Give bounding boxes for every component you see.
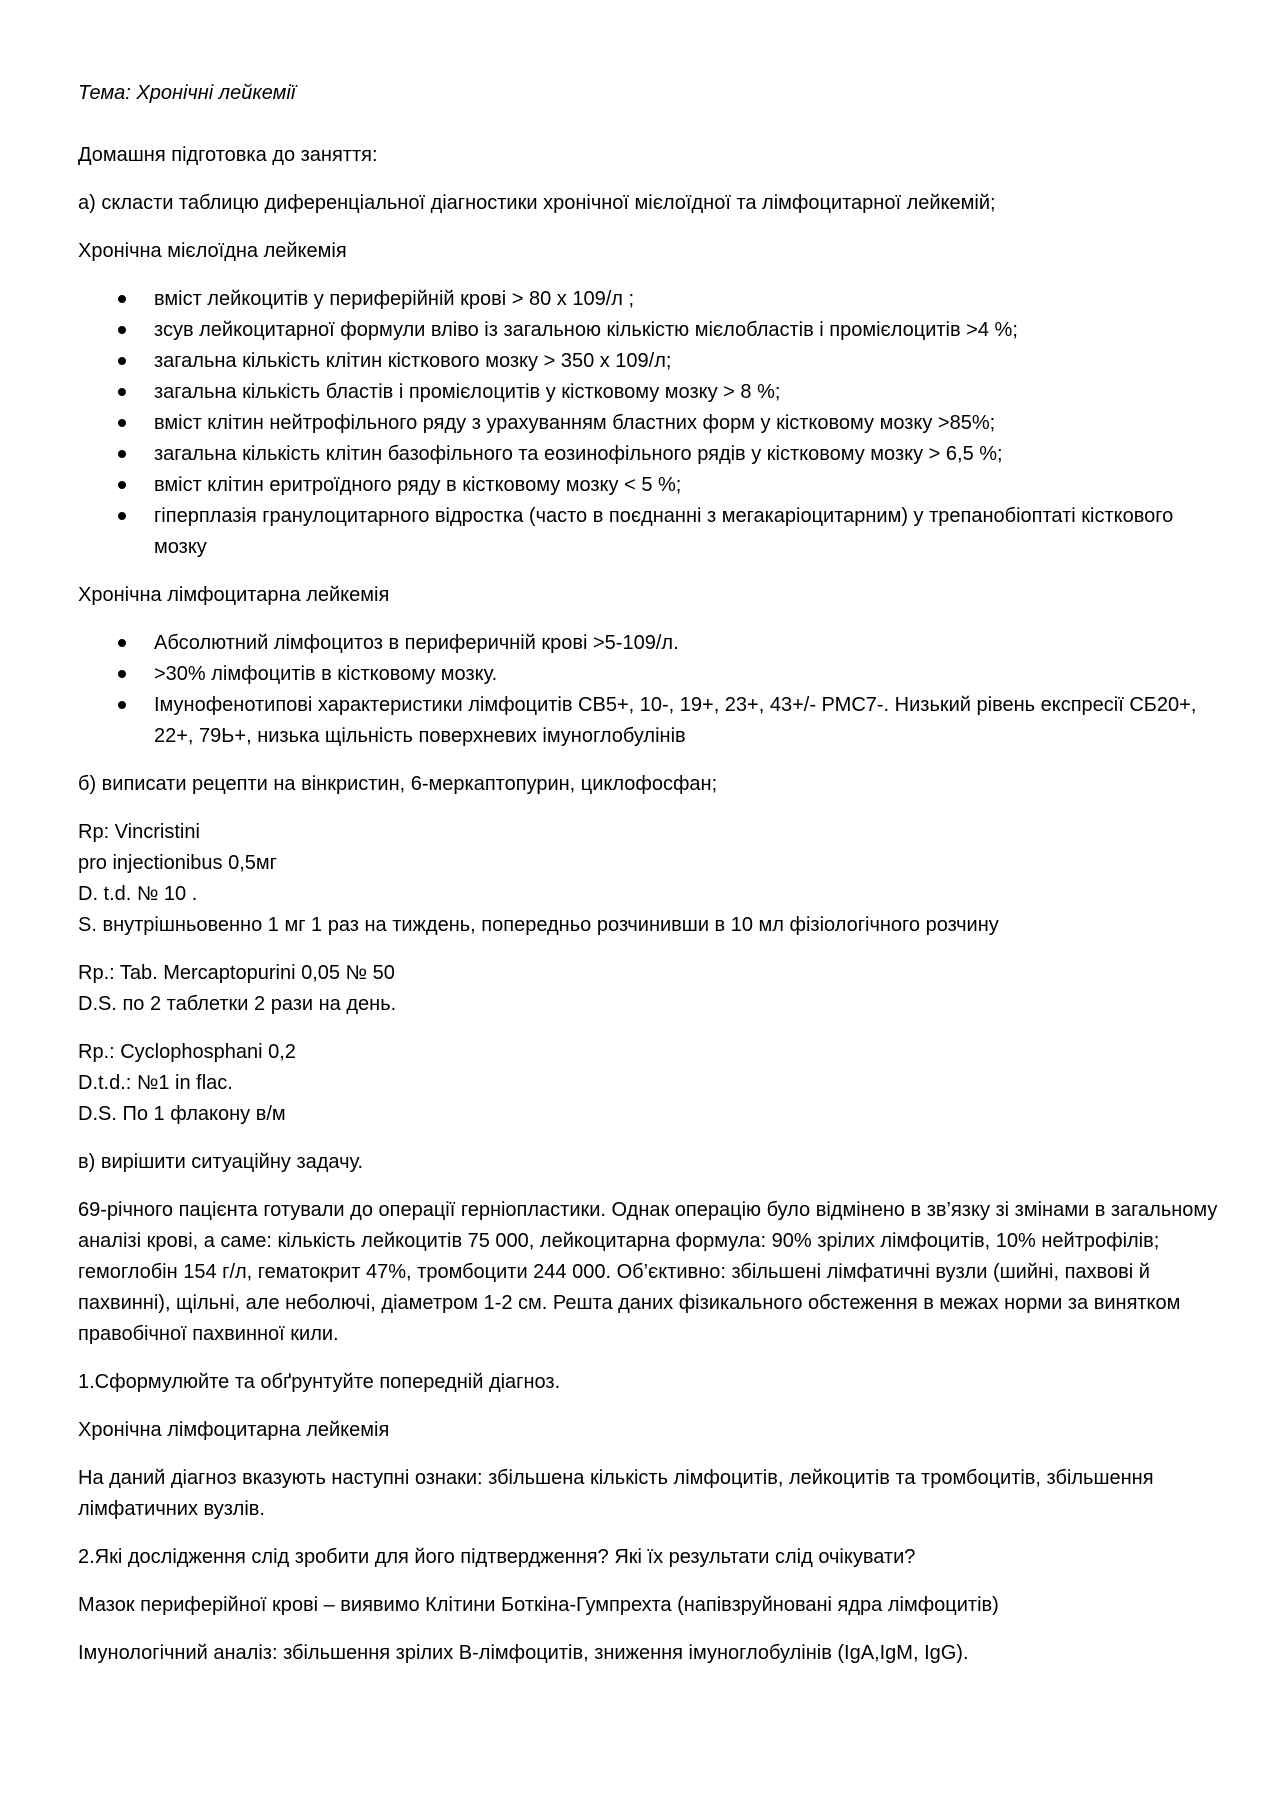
list-item: загальна кількість клітин кісткового мозку > 350 х 109/л; [154,346,1220,377]
cml-heading: Хронічна мієлоїдна лейкемія [78,240,347,262]
answer-1-diagnosis: Хронічна лімфоцитарна лейкемія [78,1419,390,1441]
clinical-case: 69-річного пацієнта готували до операції герніопластики. Однак операцію було відмінено в зв’язку зі змінами в загальному аналізі крові, а саме: кількість лейкоцитів 75 000, лейкоцитарна формула: 90% зрілих лімфоцитів, 10% нейтрофілів; гемоглобін 154 г/л, гематокрит 47%, тромбоцити 244 000. Об’єктивно: збільшені лімфатичні вузли (шийні, пахвові й пахвинні), щільні, але неболючі, діаметром 1-2 см. Решта даних фізикального обстеження в межах норми за винятком правобічної пахвинної кили. [78,1199,1218,1345]
answer-2-immunology: Імунологічний аналіз: збільшення зрілих В-лімфоцитів, зниження імуноглобулінів (IgA,IgM, IgG). [78,1642,969,1664]
rx-line: S. внутрішньовенно 1 мг 1 раз на тиждень, попередньо розчинивши в 10 мл фізіологічного розчину [78,914,999,936]
rx-line: Rp.: Tab. Mercaptopurini 0,05 № 50 [78,962,395,984]
list-item: гіперплазія гранулоцитарного відростка (часто в поєднанні з мегакаріоцитарним) у трепанобіоптаті кісткового мозку [154,501,1220,563]
answer-1-reasoning: На даний діагноз вказують наступні ознаки: збільшена кількість лімфоцитів, лейкоцитів та тромбоцитів, збільшення лімфатичних вузлів. [78,1467,1154,1520]
topic-title: Тема: Хронічні лейкемії [78,82,296,104]
question-2: 2.Які дослідження слід зробити для його підтвердження? Які їх результати слід очікувати? [78,1546,916,1568]
task-b: б) виписати рецепти на вінкристин, 6-меркаптопурин, циклофосфан; [78,773,718,795]
list-item: >30% лімфоцитів в кістковому мозку. [154,659,1220,690]
rx-line: Rp.: Cyclophosphani 0,2 [78,1041,296,1063]
list-item: Імунофенотипові характеристики лімфоцитів СВ5+, 10-, 19+, 23+, 43+/- РМС7-. Низький рівень експресії СБ20+, 22+, 79Ь+, низька щільність поверхневих імуноглобулінів [154,690,1220,752]
rx-line: pro injectionibus 0,5мг [78,852,277,874]
home-prep-heading: Домашня підготовка до заняття: [78,144,378,166]
rx-line: D.S. По 1 флакону в/м [78,1103,286,1125]
list-item: вміст клітин нейтрофільного ряду з урахуванням бластних форм у кістковому мозку >85%; [154,408,1220,439]
list-item: вміст лейкоцитів у периферійній крові > 80 х 109/л ; [154,284,1220,315]
question-1: 1.Сформулюйте та обґрунтуйте попередній діагноз. [78,1371,561,1393]
cll-criteria-list [78,628,1220,752]
prescription-vincristine [78,817,1220,941]
list-item: вміст клітин еритроїдного ряду в кістковому мозку < 5 %; [154,470,1220,501]
rx-line: Rp: Vincristini [78,821,200,843]
list-item: зсув лейкоцитарної формули вліво із загальною кількістю мієлобластів і промієлоцитів >4 %; [154,315,1220,346]
list-item: загальна кількість бластів і промієлоцитів у кістковому мозку > 8 %; [154,377,1220,408]
rx-line: D. t.d. № 10 . [78,883,198,905]
rx-line: D.S. по 2 таблетки 2 рази на день. [78,993,397,1015]
list-item: загальна кількість клітин базофільного та еозинофільного рядів у кістковому мозку > 6,5 %; [154,439,1220,470]
answer-2-smear: Мазок периферійної крові – виявимо Клітини Боткіна-Гумпрехта (напівзруйновані ядра лімфоцитів) [78,1594,999,1616]
rx-line: D.t.d.: №1 in flac. [78,1072,233,1094]
task-a: а) скласти таблицю диференціальної діагностики хронічної мієлоїдної та лімфоцитарної лейкемій; [78,192,996,214]
list-item: Абсолютний лімфоцитоз в периферичній крові >5-109/л. [154,628,1220,659]
task-c: в) вирішити ситуаційну задачу. [78,1151,364,1173]
prescription-mercaptopurine [78,958,1220,1020]
cml-criteria-list [78,284,1220,563]
prescription-cyclophosphamide [78,1037,1220,1130]
cll-heading: Хронічна лімфоцитарна лейкемія [78,584,390,606]
